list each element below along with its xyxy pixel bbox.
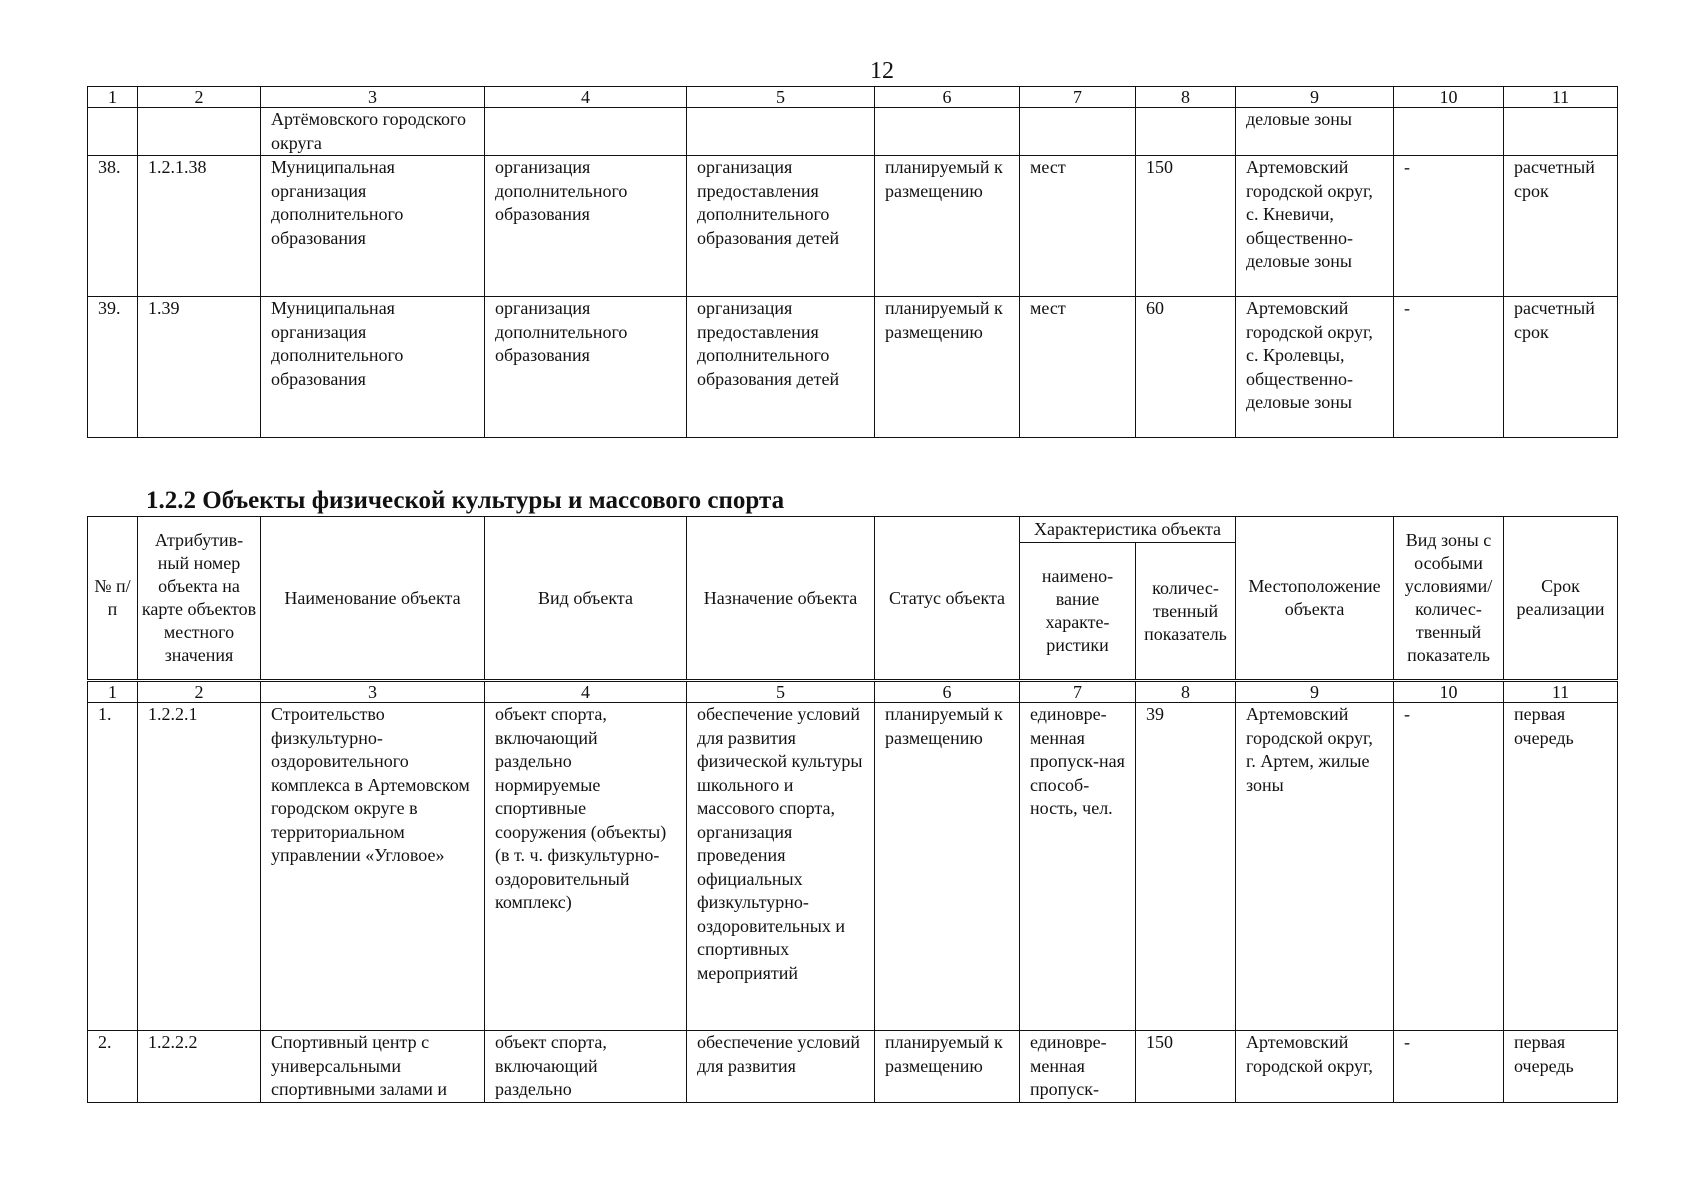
- cell-char-name: единовре-менная пропуск-ная способ-ность, чел.: [1020, 703, 1136, 1031]
- col-num: 5: [687, 681, 875, 703]
- cell-purpose: обеспечение условий для развития: [687, 1031, 875, 1103]
- table-row: [88, 1031, 1618, 1103]
- cell-attr: 1.39: [138, 297, 261, 438]
- column-number-row: [88, 681, 1618, 703]
- sport-objects-table: [87, 516, 1618, 1103]
- cell-n: 1.: [88, 703, 138, 1031]
- col-num: 4: [485, 87, 687, 108]
- col-num: 7: [1020, 681, 1136, 703]
- cell-char-name: мест: [1020, 297, 1136, 438]
- cell-kind: организация дополнительного образования: [485, 156, 687, 297]
- col-num: 7: [1020, 87, 1136, 108]
- cell-attr: 1.2.2.2: [138, 1031, 261, 1103]
- header-attr: Атрибутив-ный номер объекта на карте объектов местного значения: [138, 517, 261, 681]
- cell-char-name: единовре-менная пропуск-: [1020, 1031, 1136, 1103]
- col-num: 11: [1504, 681, 1618, 703]
- cell-kind: объект спорта, включающий раздельно нормируемые спортивные сооружения (объекты) (в т. ч. физкультурно-оздоровительный комплекс): [485, 703, 687, 1031]
- col-num: 6: [875, 681, 1020, 703]
- table-row: [88, 108, 1618, 156]
- cell-name: Строительство физкультурно-оздоровительного комплекса в Артемовском городском округе в территориальном управлении «Угловое»: [261, 703, 485, 1031]
- cell-status: планируемый к размещению: [875, 156, 1020, 297]
- cell-char-value: 39: [1136, 703, 1236, 1031]
- cell-purpose: организация предоставления дополнительного образования детей: [687, 297, 875, 438]
- cell-kind: организация дополнительного образования: [485, 297, 687, 438]
- col-num: 8: [1136, 87, 1236, 108]
- cell-kind: [485, 108, 687, 156]
- col-num: 9: [1236, 681, 1394, 703]
- cell-location: Артемовский городской округ, г. Артем, жилые зоны: [1236, 703, 1394, 1031]
- objects-table-continued: [87, 86, 1618, 438]
- header-char-group: Характеристика объекта: [1020, 517, 1236, 543]
- col-num: 9: [1236, 87, 1394, 108]
- col-num: 1: [88, 681, 138, 703]
- col-num: 10: [1394, 87, 1504, 108]
- cell-term: первая очередь: [1504, 1031, 1618, 1103]
- header-status: Статус объекта: [875, 517, 1020, 681]
- header-char-value: количес-твенный показатель: [1136, 543, 1236, 681]
- cell-zone: -: [1394, 156, 1504, 297]
- header-name: Наименование объекта: [261, 517, 485, 681]
- cell-name: Муниципальная организация дополнительного образования: [261, 156, 485, 297]
- table-row: [88, 156, 1618, 297]
- col-num: 11: [1504, 87, 1618, 108]
- col-num: 2: [138, 681, 261, 703]
- header-kind: Вид объекта: [485, 517, 687, 681]
- cell-name: Муниципальная организация дополнительного образования: [261, 297, 485, 438]
- cell-attr: 1.2.1.38: [138, 156, 261, 297]
- cell-term: первая очередь: [1504, 703, 1618, 1031]
- cell-status: планируемый к размещению: [875, 297, 1020, 438]
- cell-purpose: организация предоставления дополнительного образования детей: [687, 156, 875, 297]
- cell-term: расчетный срок: [1504, 297, 1618, 438]
- header-purpose: Назначение объекта: [687, 517, 875, 681]
- column-number-row: [88, 87, 1618, 108]
- header-char-name: наимено-вание характе-ристики: [1020, 543, 1136, 681]
- cell-char-name: [1020, 108, 1136, 156]
- col-num: 3: [261, 87, 485, 108]
- cell-char-value: [1136, 108, 1236, 156]
- table-row: [88, 703, 1618, 1031]
- cell-zone: [1394, 108, 1504, 156]
- cell-location: Артемовский городской округ,: [1236, 1031, 1394, 1103]
- cell-location: Артемовский городской округ, с. Кневичи, общественно-деловые зоны: [1236, 156, 1394, 297]
- cell-location: Артемовский городской округ, с. Кролевцы, общественно-деловые зоны: [1236, 297, 1394, 438]
- cell-n: 39.: [88, 297, 138, 438]
- section-heading: 1.2.2 Объекты физической культуры и массового спорта: [146, 487, 785, 514]
- col-num: 5: [687, 87, 875, 108]
- col-num: 1: [88, 87, 138, 108]
- cell-location: деловые зоны: [1236, 108, 1394, 156]
- cell-status: планируемый к размещению: [875, 703, 1020, 1031]
- cell-name: Спортивный центр с универсальными спортивными залами и: [261, 1031, 485, 1103]
- cell-attr: 1.2.2.1: [138, 703, 261, 1031]
- header-zone: Вид зоны с особыми условиями/ количес-твенный показатель: [1394, 517, 1504, 681]
- cell-term: расчетный срок: [1504, 156, 1618, 297]
- page-number: 12: [870, 58, 894, 84]
- cell-name: Артёмовского городского округа: [261, 108, 485, 156]
- cell-char-value: 150: [1136, 1031, 1236, 1103]
- cell-n: [88, 108, 138, 156]
- cell-status: [875, 108, 1020, 156]
- col-num: 3: [261, 681, 485, 703]
- cell-n: 2.: [88, 1031, 138, 1103]
- header-location: Местоположение объекта: [1236, 517, 1394, 681]
- cell-char-value: 150: [1136, 156, 1236, 297]
- cell-zone: -: [1394, 1031, 1504, 1103]
- col-num: 10: [1394, 681, 1504, 703]
- cell-term: [1504, 108, 1618, 156]
- cell-purpose: [687, 108, 875, 156]
- col-num: 2: [138, 87, 261, 108]
- cell-zone: -: [1394, 297, 1504, 438]
- cell-status: планируемый к размещению: [875, 1031, 1020, 1103]
- cell-n: 38.: [88, 156, 138, 297]
- table-row: [88, 297, 1618, 438]
- cell-char-value: 60: [1136, 297, 1236, 438]
- col-num: 8: [1136, 681, 1236, 703]
- col-num: 6: [875, 87, 1020, 108]
- header-row: [88, 517, 1618, 543]
- header-term: Срок реализации: [1504, 517, 1618, 681]
- cell-attr: [138, 108, 261, 156]
- cell-purpose: обеспечение условий для развития физической культуры школьного и массового спорта, организация проведения официальных физкультурно-оздоровительных и спортивных мероприятий: [687, 703, 875, 1031]
- col-num: 4: [485, 681, 687, 703]
- cell-kind: объект спорта, включающий раздельно: [485, 1031, 687, 1103]
- cell-char-name: мест: [1020, 156, 1136, 297]
- header-n: № п/п: [88, 517, 138, 681]
- cell-zone: -: [1394, 703, 1504, 1031]
